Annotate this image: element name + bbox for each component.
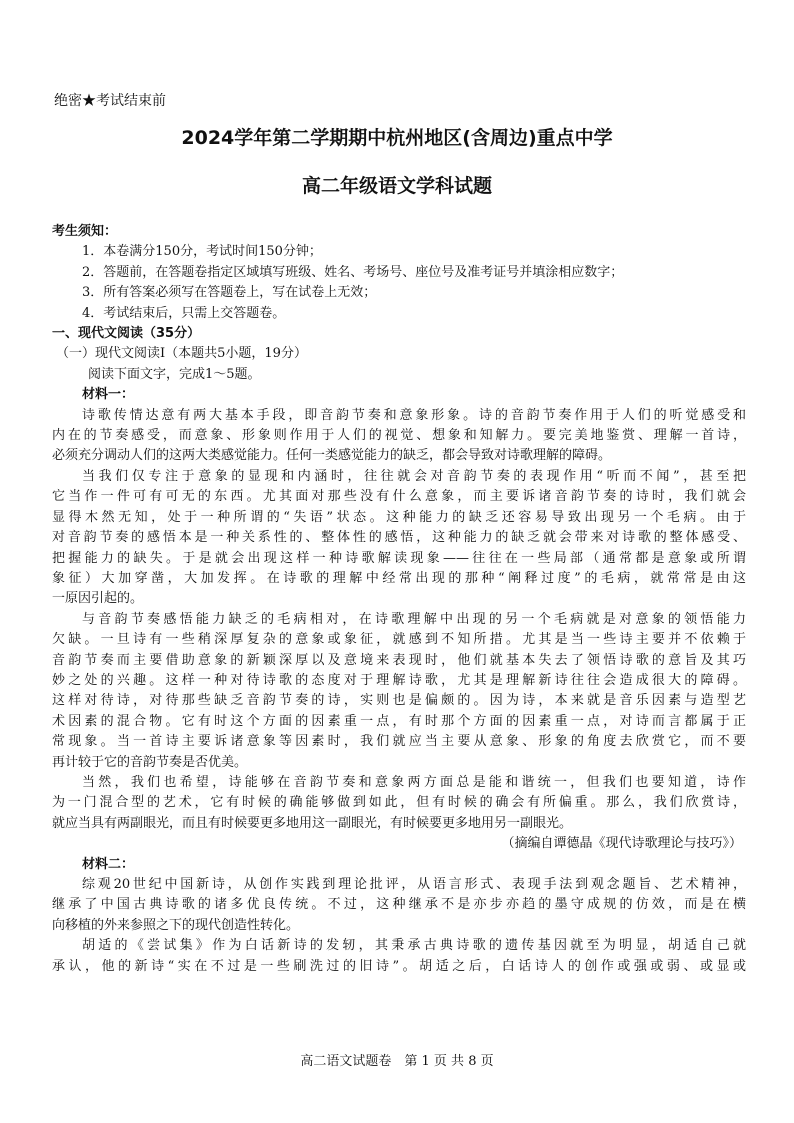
material-2-label: 材料二：	[82, 856, 135, 872]
section-heading: 一、现代文阅读（35分）	[52, 326, 201, 342]
paragraph-line: 欠缺。一旦诗有一些稍深厚复杂的意象或象征，就感到不知所措。尤其是当一些诗主要并不依赖于	[52, 632, 746, 648]
paragraph-line: 与音韵节奏感悟能力缺乏的毛病相对，在诗歌理解中出现的另一个毛病就是对意象的领悟能力	[82, 611, 746, 627]
paragraph-line: 它当作一件可有可无的东西。尤其面对那些没有什么意象，而主要诉诸音韵节奏的诗时，我们就会	[52, 489, 746, 505]
paragraph-line: 常现象。当一首诗主要诉诸意象等因素时，我们就应当主要从意象、形象的角度去欣赏它，而不要	[52, 734, 746, 750]
paragraph-line: 当然，我们也希望，诗能够在音韵节奏和意象两方面总是能和谐统一，但我们也要知道，诗作	[82, 774, 746, 790]
paragraph-line: 诗歌传情达意有两大基本手段，即音韵节奏和意象形象。诗的音韵节奏作用于人们的听觉感受和	[82, 407, 746, 423]
exam-body	[52, 222, 746, 977]
notice-item: 1．本卷满分150分，考试时间150分钟；	[82, 244, 322, 260]
paragraph-line: 向移植的外来参照之下的现代创造性转化。	[52, 917, 300, 933]
paragraph-line: 妙之处的兴趣。这样一种对待诗歌的态度对于理解诗歌，尤其是理解新诗往往会造成很大的障碍。	[52, 672, 746, 688]
paragraph-line: 这样对待诗，对待那些缺乏音韵节奏的诗，实则也是偏颇的。因为诗，本来就是音乐因素与造型艺	[52, 693, 746, 709]
notice-item: 4．考试结束后，只需上交答题卷。	[82, 305, 286, 321]
paragraph-line: 显得木然无知，处于一种所谓的“失语”状态。这种能力的缺乏还容易导致出现另一个毛病。由于	[52, 509, 746, 525]
paragraph-line: 把握能力的缺失。于是就会出现这样一种诗歌解读现象——往往在一些局部（通常都是意象或所谓	[52, 550, 746, 566]
paragraph-line: 象征）大加穿凿，大加发挥。在诗歌的理解中经常出现的那种“阐释过度”的毛病，就常常是由这	[52, 570, 746, 586]
paragraph-line: 继承了中国古典诗歌的诸多优良传统。不过，这种继承不是亦步亦趋的墨守成规的仿效，而是在横	[52, 897, 746, 913]
notice-item: 3．所有答案必须写在答题卷上，写在试卷上无效；	[82, 285, 377, 301]
paragraph-line: 综观20世纪中国新诗，从创作实践到理论批评，从语言形式、表现手法到观念题旨、艺术精神，	[82, 877, 746, 892]
paragraph-line: 就应当具有两副眼光，而且有时候要更多地用这一副眼光，有时候要更多地用另一副眼光。	[52, 815, 573, 831]
notice-heading: 考生须知：	[52, 224, 118, 239]
instruction: 阅读下面文字，完成1～5题。	[88, 366, 261, 382]
exam-subtitle: 高二年级语文学科试题	[301, 175, 492, 197]
paragraph-line: 承认，他的新诗“实在不过是一些刷洗过的旧诗”。胡适之后，白话诗人的创作或强或弱、或显或	[52, 958, 746, 974]
notice-item: 2．答题前，在答题卷指定区域填写班级、姓名、考场号、座位号及准考证号并填涂相应数字；	[82, 264, 624, 280]
exam-title: 2024学年第二学期期中杭州地区(含周边)重点中学	[181, 127, 613, 149]
page-footer: 高二语文试题卷 第 1 页 共 8 页	[300, 1054, 494, 1069]
paragraph-line: 为一门混合型的艺术，它有时候的确能够做到如此，但有时候的确会有所偏重。那么，我们欣赏诗，	[52, 795, 746, 811]
paragraph-line: 胡适的《尝试集》作为白话新诗的发轫，其秉承古典诗歌的遗传基因就至为明显，胡适自己就	[82, 938, 746, 954]
paragraph-line: 术因素的混合物。它有时这个方面的因素重一点，有时那个方面的因素重一点，对诗而言都属于正	[52, 713, 746, 729]
subsection-heading: （一）现代文阅读Ⅰ（本题共5小题，19分）	[56, 346, 307, 362]
paragraph-line: 当我们仅专注于意象的显现和内涵时，往往就会对音韵节奏的表现作用“听而不闻”，甚至把	[82, 468, 746, 484]
paragraph-line: 一原因引起的。	[52, 591, 144, 607]
paragraph-line: 音韵节奏而主要借助意象的新颖深厚以及意境来表现时，他们就基本失去了领悟诗歌的意旨及其巧	[52, 652, 746, 668]
secret-mark: 绝密★考试结束前	[54, 93, 166, 109]
paragraph-line: 再计较于它的音韵节奏是否优美。	[52, 754, 248, 770]
paragraph-line: 对音韵节奏的感悟本是一种关系性的、整体性的感悟，这种能力的缺乏就会带来对诗歌的整体感受、	[52, 530, 746, 546]
paragraph-line: 必须充分调动人们的这两大类感觉能力。任何一类感觉能力的缺乏，都会导致对诗歌理解的障碍。	[52, 448, 612, 464]
citation: （摘编自谭德晶《现代诗歌理论与技巧》）	[501, 836, 742, 852]
material-1-label: 材料一：	[82, 387, 135, 403]
paragraph-line: 内在的节奏感受，而意象、形象则作用于人们的视觉、想象和知解力。要完美地鉴赏、理解一首诗，	[52, 428, 746, 444]
